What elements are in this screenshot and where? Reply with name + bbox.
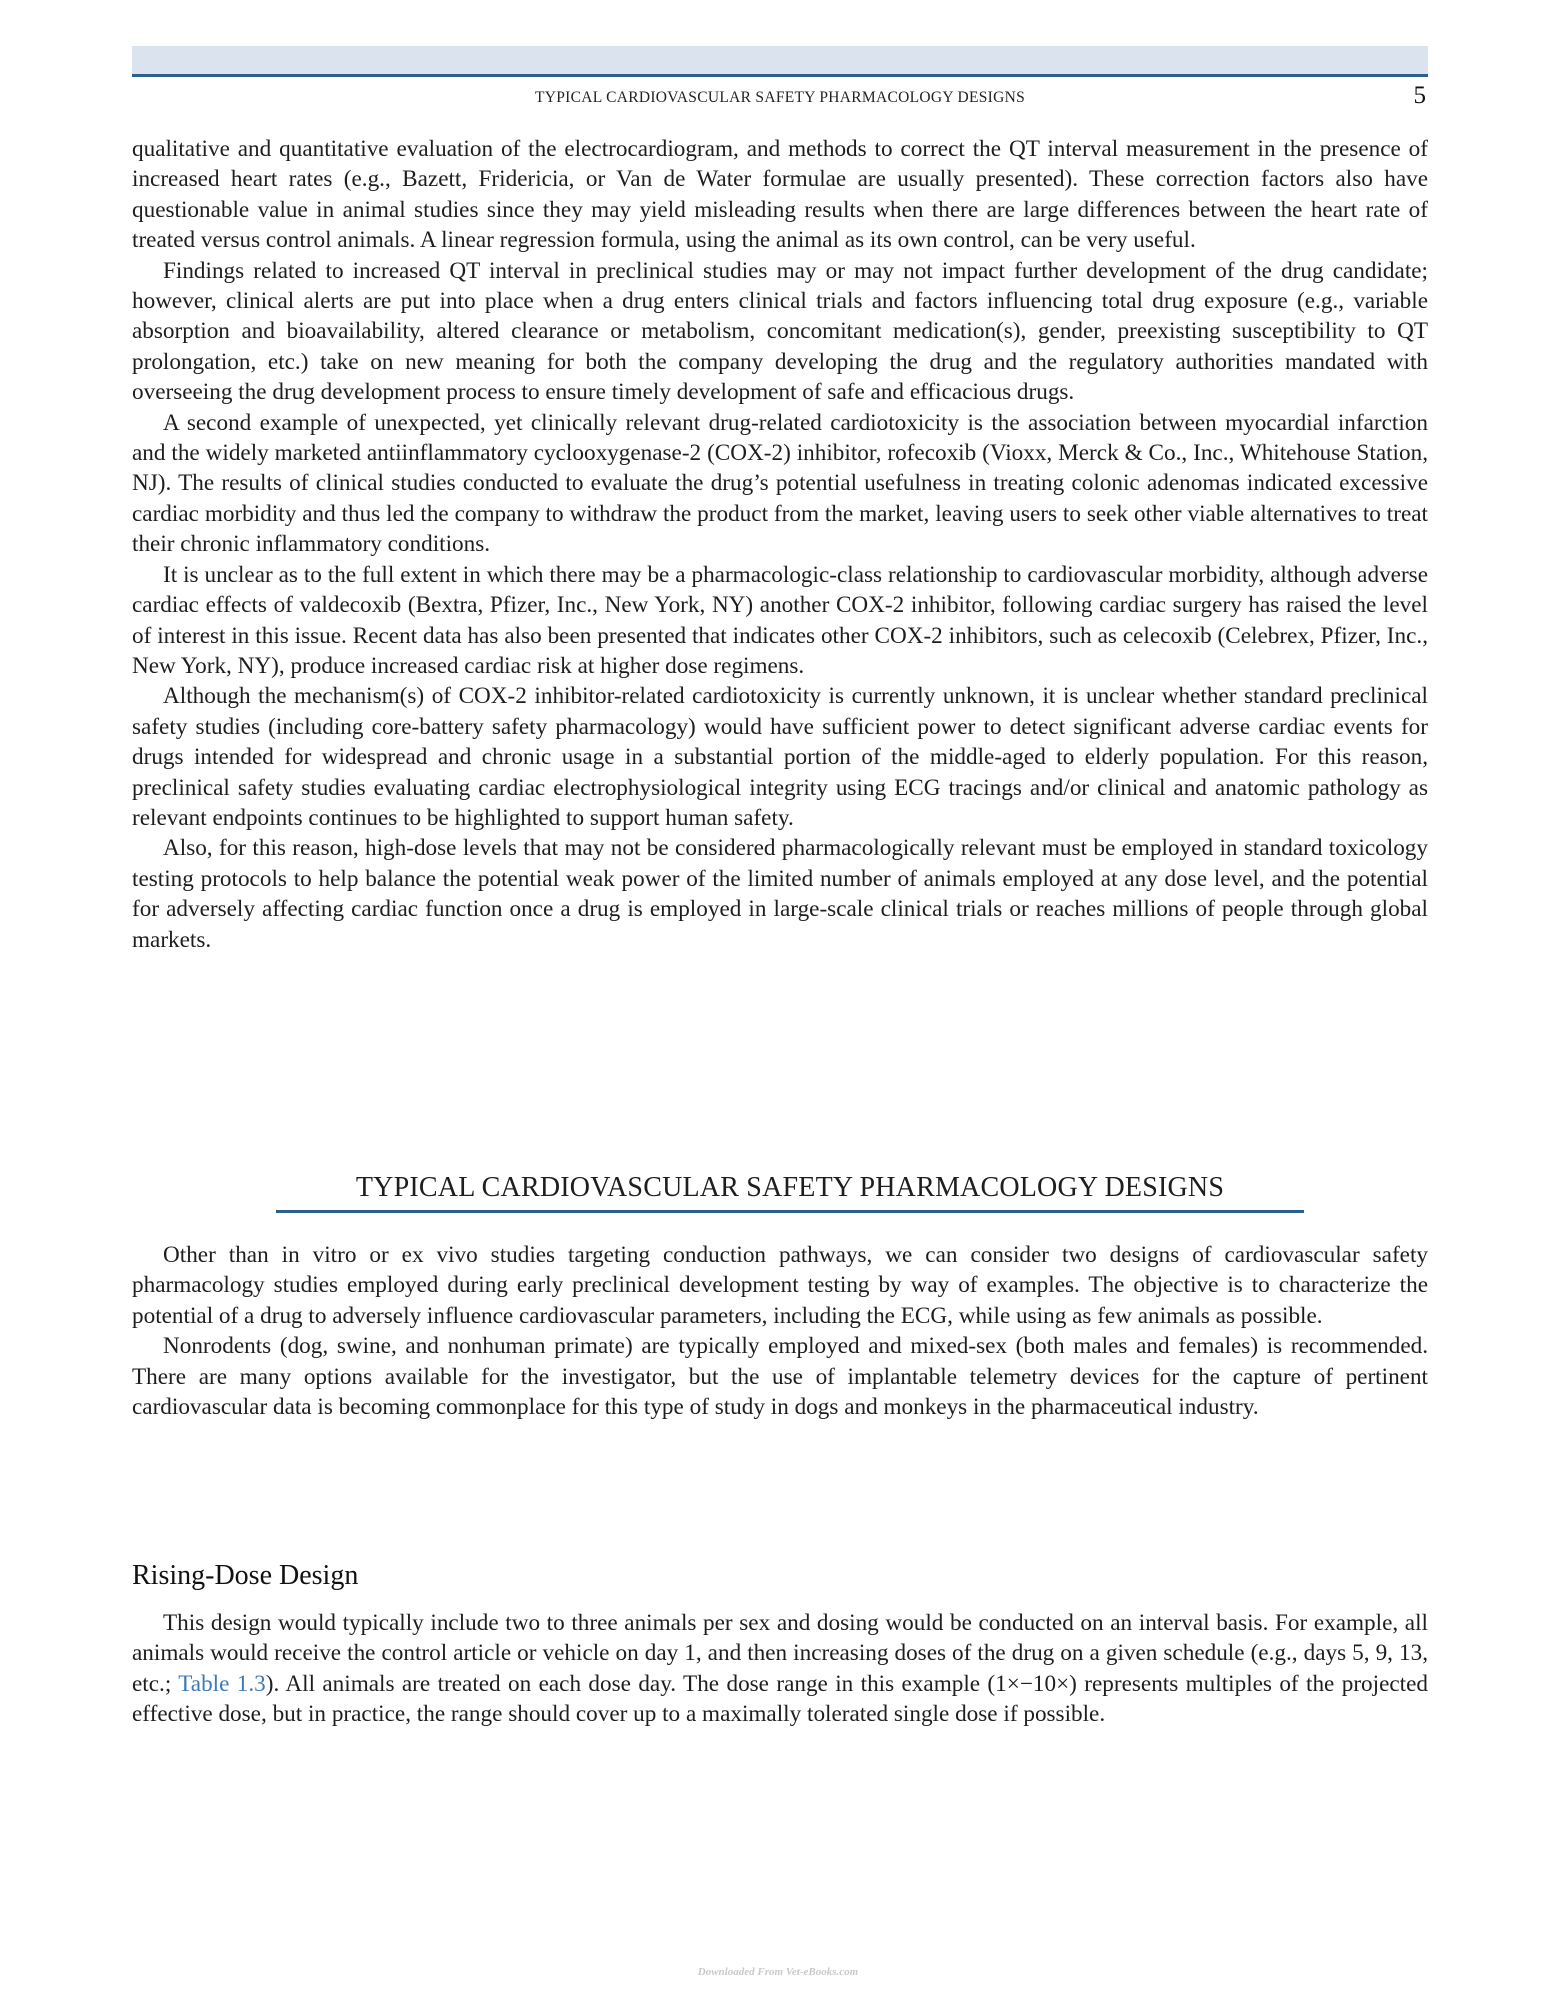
running-title: TYPICAL CARDIOVASCULAR SAFETY PHARMACOLOGY DESIGNS [534,89,1026,106]
footer-watermark: Downloaded From Vet-eBooks.com [697,1966,859,1978]
paragraph: Other than in vitro or ex vivo studies targeting conduction pathways, we can consider two designs of cardiovascular safety pharmacology studies employed during early preclinical development testing by way of examples. The objective is to characterize the potential of a drug to adversely influence cardiovascular parameters, including the ECG, while using as few animals as possible. [132,1242,1428,1329]
text-run: This design would typically include two to three animals per sex and dosing would be conducted on an interval basis. For example, all animals would receive the control article or vehicle on day 1, and then increasing doses of the drug on a given schedule (e.g., days 5, 9, 13, etc.; [132,1610,1428,1697]
section-heading: TYPICAL CARDIOVASCULAR SAFETY PHARMACOLOGY DESIGNS [276,1172,1304,1213]
subsection-heading: Rising-Dose Design [132,1560,359,1591]
header-band [132,46,1428,77]
running-head [132,82,1428,112]
section-text [132,1240,1428,1422]
paragraph: Nonrodents (dog, swine, and nonhuman primate) are typically employed and mixed-sex (both males and females) is recommended. There are many options available for the investigator, but the use of implantable telemetry devices for the capture of pertinent cardiovascular data is becoming commonplace for this type of study in dogs and monkeys in the pharmaceutical industry. [132,1333,1428,1421]
page-number: 5 [1413,82,1426,109]
paragraph: Findings related to increased QT interval in preclinical studies may or may not impact further development of the drug candidate; however, clinical alerts are put into place when a drug enters clinical trials and factors influencing total drug exposure (e.g., variable absorption and bioavailability, altered clearance or metabolism, concomitant medication(s), gender, preexisting susceptibility to QT prolongation, etc.) take on new meaning for both the company developing the drug and the regulatory authorities mandated with overseeing the drug development process to ensure timely development of safe and efficacious drugs. [132,257,1428,406]
paragraph: Although the mechanism(s) of COX-2 inhibitor-related cardiotoxicity is currently unknown, it is unclear whether standard preclinical safety studies (including core-battery safety pharmacology) would have sufficient power to detect significant adverse cardiac events for drugs intended for widespread and chronic usage in a substantial portion of the middle-aged to elderly population. For this reason, preclinical safety studies evaluating cardiac electrophysiological integrity using ECG tracings and/or clinical and anatomic pathology as relevant endpoints continues to be highlighted to support human safety. [132,683,1428,831]
subsection-text [132,1608,1428,1730]
paragraph: It is unclear as to the full extent in which there may be a pharmacologic-class relationship to cardiovascular morbidity, although adverse cardiac effects of valdecoxib (Bextra, Pfizer, Inc., New York, NY) another COX-2 inhibitor, following cardiac surgery has raised the level of interest in this issue. Recent data has also been presented that indicates other COX-2 inhibitors, such as celecoxib (Celebrex, Pfizer, Inc., New York, NY), produce increased cardiac risk at higher dose regimens. [132,561,1428,679]
paragraph [132,1608,1428,1730]
body-text [132,134,1428,955]
table-reference-link[interactable]: Table 1.3 [178,1670,266,1697]
paragraph: A second example of unexpected, yet clinically relevant drug-related cardiotoxicity is the association between myocardial infarction and the widely marketed antiinflammatory cyclooxygenase-2 (COX-2) inhibitor, rofecoxib (Vioxx, Merck & Co., Inc., Whitehouse Station, NJ). The results of clinical studies conducted to evaluate the drug’s potential usefulness in treating colonic adenomas indicated excessive cardiac morbidity and thus led the company to withdraw the product from the market, leaving users to seek other viable alternatives to treat their chronic inflammatory conditions. [132,409,1428,558]
paragraph: qualitative and quantitative evaluation of the electrocardiogram, and methods to correct the QT interval measurement in the presence of increased heart rates (e.g., Bazett, Fridericia, or Van de Water formulae are usually presented). These correction factors also have questionable value in animal studies since they may yield misleading results when there are large differences between the heart rate of treated versus control animals. A linear regression formula, using the animal as its own control, can be very useful. [132,136,1428,254]
paragraph: Also, for this reason, high-dose levels that may not be considered pharmacologically relevant must be employed in standard toxicology testing protocols to help balance the potential weak power of the limited number of animals employed at any dose level, and the potential for adversely affecting cardiac function once a drug is employed in large-scale clinical trials or reaches millions of people through global markets. [132,835,1428,953]
text-run: ). All animals are treated on each dose day. The dose range in this example (1×−10×) represents multiples of the projected effective dose, but in practice, the range should cover up to a maximally tolerated single dose if possible. [132,1670,1428,1728]
